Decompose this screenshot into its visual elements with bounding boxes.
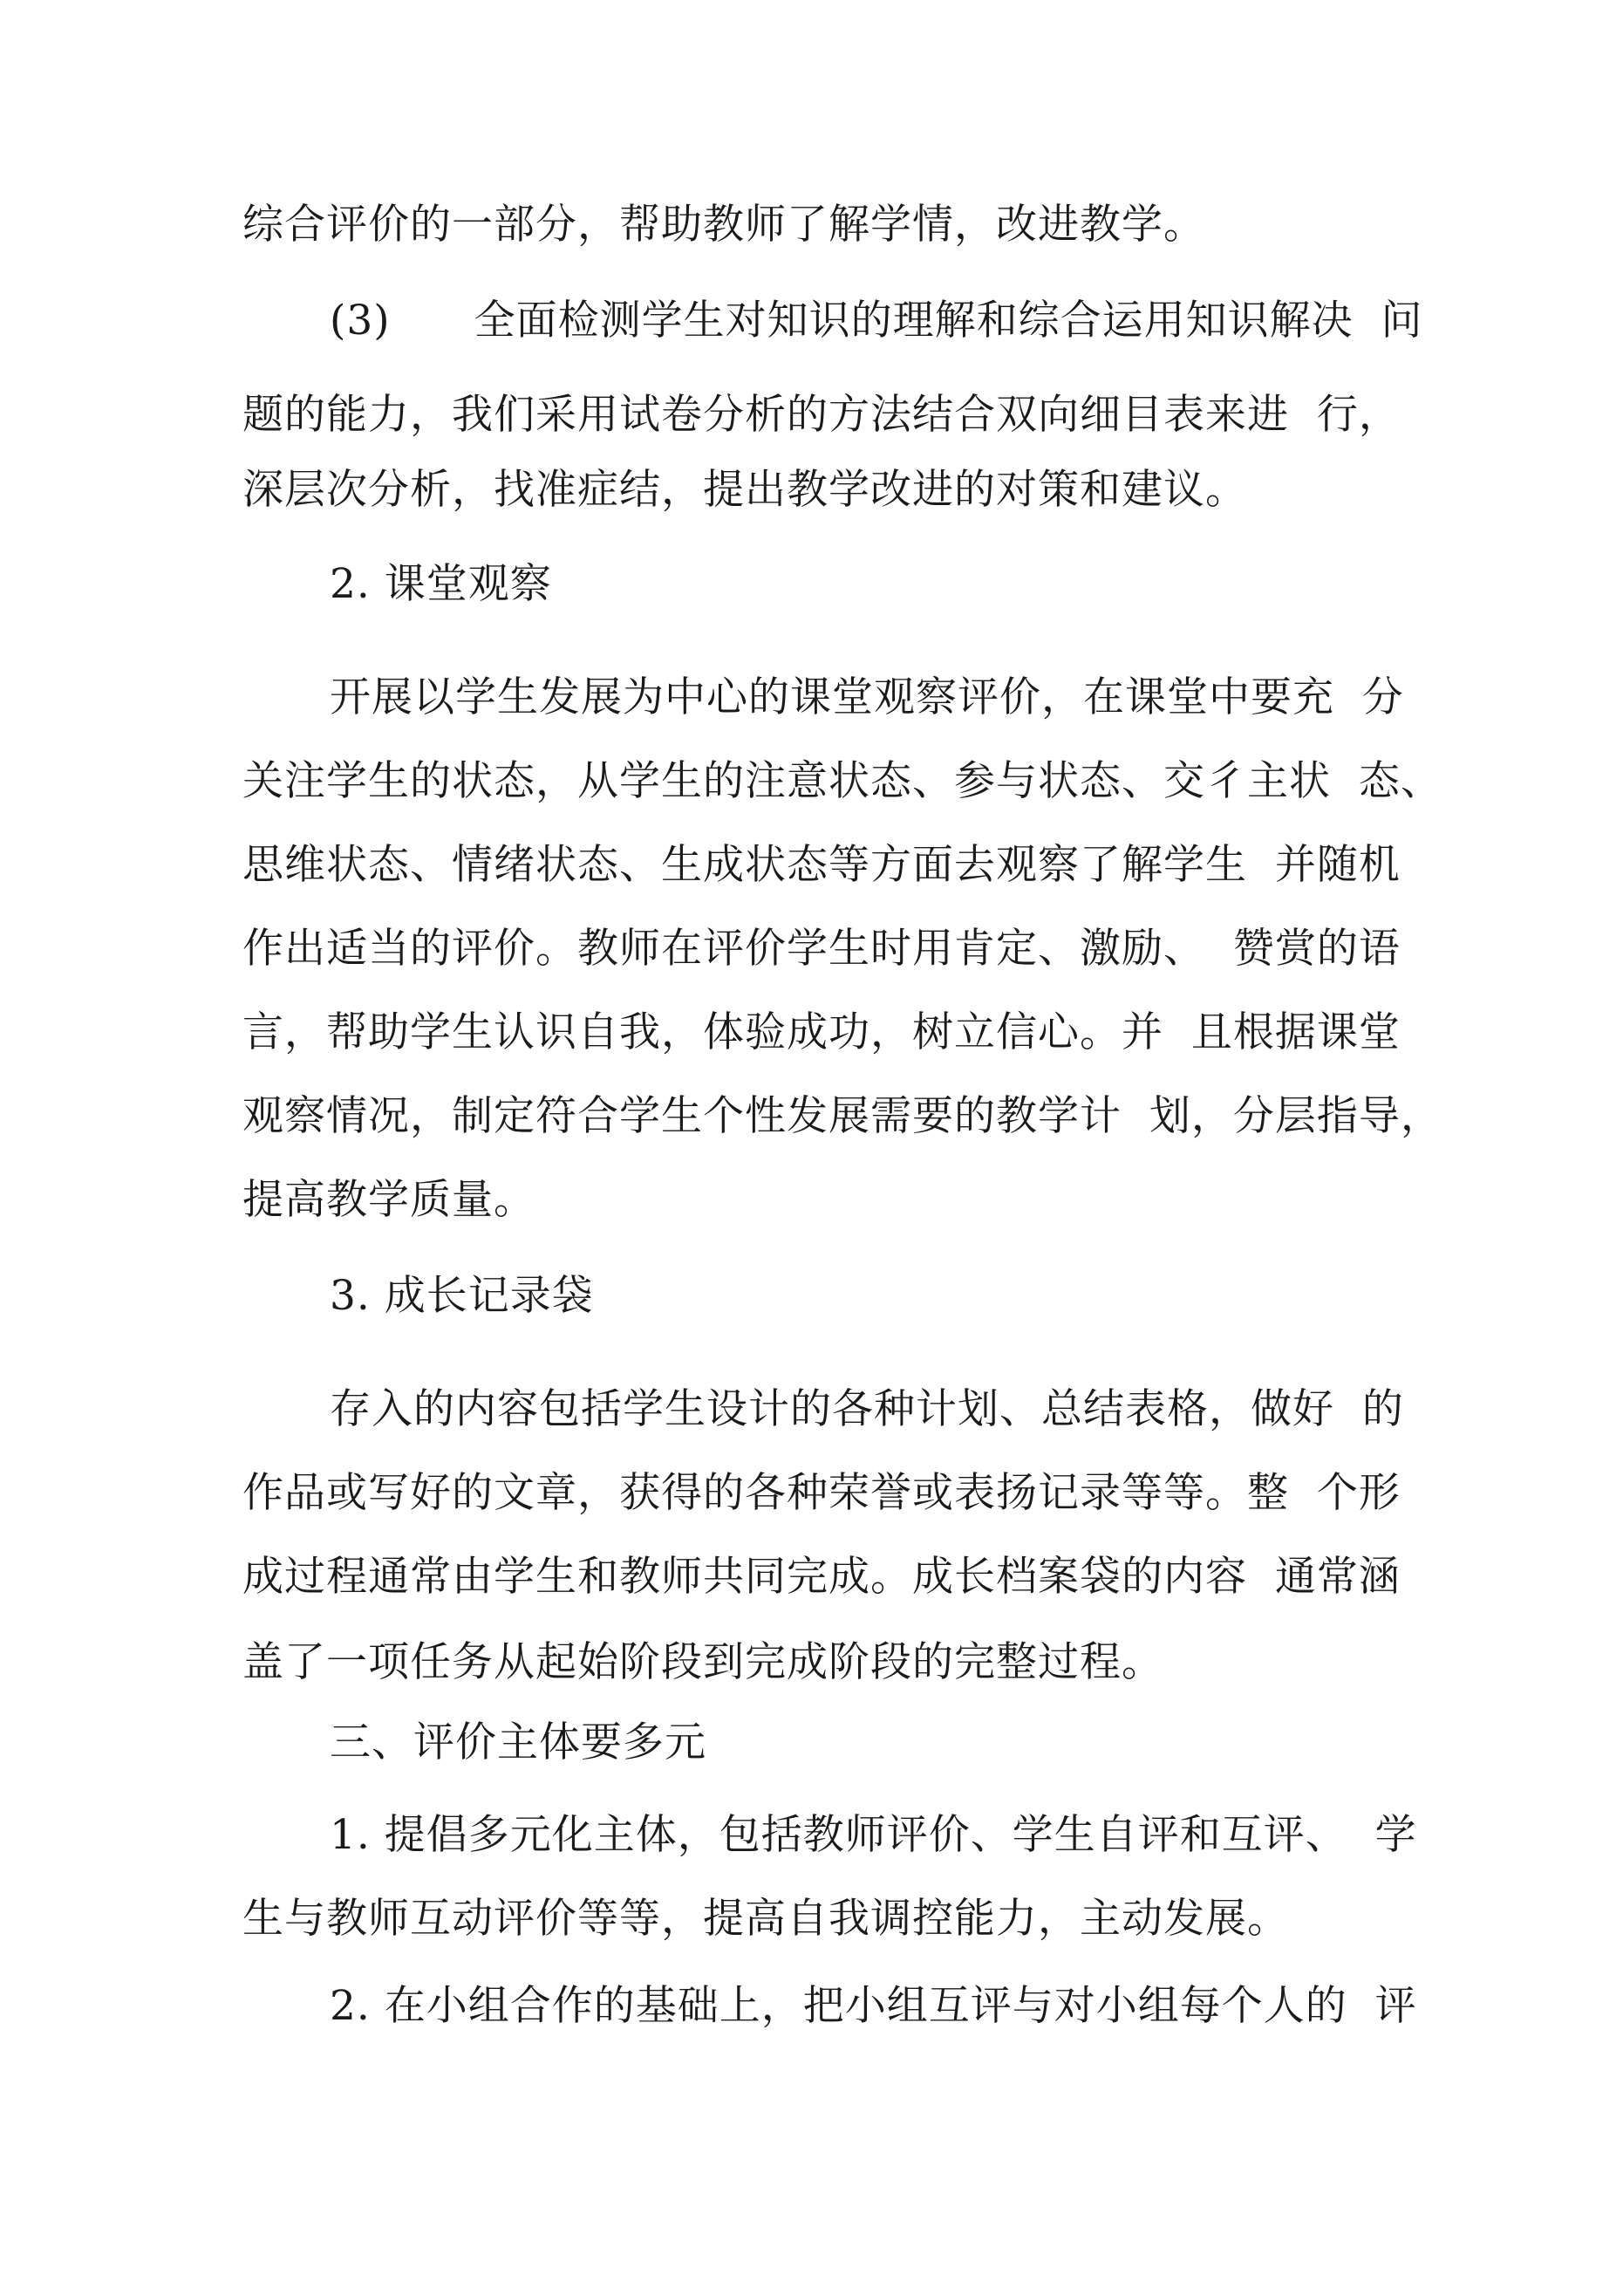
text-line: 思维状态、情绪状态、生成状态等方面去观察了解学生 并随机 bbox=[242, 841, 1401, 889]
text-line: 观察情况，制定符合学生个性发展需要的教学计 划，分层指导， bbox=[242, 1092, 1442, 1140]
section-heading: 3. 成长记录袋 bbox=[330, 1272, 594, 1320]
text-line: 1. 提倡多元化主体，包括教师评价、学生自评和互评、 学 bbox=[330, 1811, 1417, 1859]
text-line: 2. 在小组合作的基础上，把小组互评与对小组每个人的 评 bbox=[330, 1982, 1417, 2030]
text-line: 言，帮助学生认识自我，体验成功，树立信心。并 且根据课堂 bbox=[242, 1008, 1401, 1056]
section-heading: 三、评价主体要多元 bbox=[330, 1719, 706, 1766]
text-line: 成过程通常由学生和教师共同完成。成长档案袋的内容 通常涵 bbox=[242, 1553, 1401, 1601]
text-line: 存入的内容包括学生设计的各种计划、总结表格，做好 的 bbox=[330, 1385, 1404, 1433]
text-line: (3) 全面检测学生对知识的理解和综合运用知识解决 问 bbox=[330, 297, 1423, 345]
text-line: 开展以学生发展为中心的课堂观察评价，在课堂中要充 分 bbox=[330, 673, 1404, 721]
text-line: 深层次分析，找准症结，提出教学改进的对策和建议。 bbox=[242, 466, 1247, 514]
text-line: 提高教学质量。 bbox=[242, 1176, 535, 1224]
text-line: 关注学生的状态，从学生的注意状态、参与状态、交彳主状 态、 bbox=[242, 757, 1442, 805]
text-line: 题的能力，我们采用试卷分析的方法结合双向细目表来进 行， bbox=[242, 391, 1401, 439]
section-heading: 2. 课堂观察 bbox=[330, 560, 552, 608]
text-line: 综合评价的一部分，帮助教师了解学情，改进教学。 bbox=[242, 201, 1205, 249]
text-line: 作品或写好的文章，获得的各种荣誉或表扬记录等等。整 个形 bbox=[242, 1469, 1401, 1517]
text-line: 盖了一项任务从起始阶段到完成阶段的完整过程。 bbox=[242, 1638, 1163, 1686]
text-line: 作出适当的评价。教师在评价学生时用肯定、激励、 赞赏的语 bbox=[242, 925, 1401, 973]
text-line: 生与教师互动评价等等，提高自我调控能力，主动发展。 bbox=[242, 1895, 1289, 1943]
